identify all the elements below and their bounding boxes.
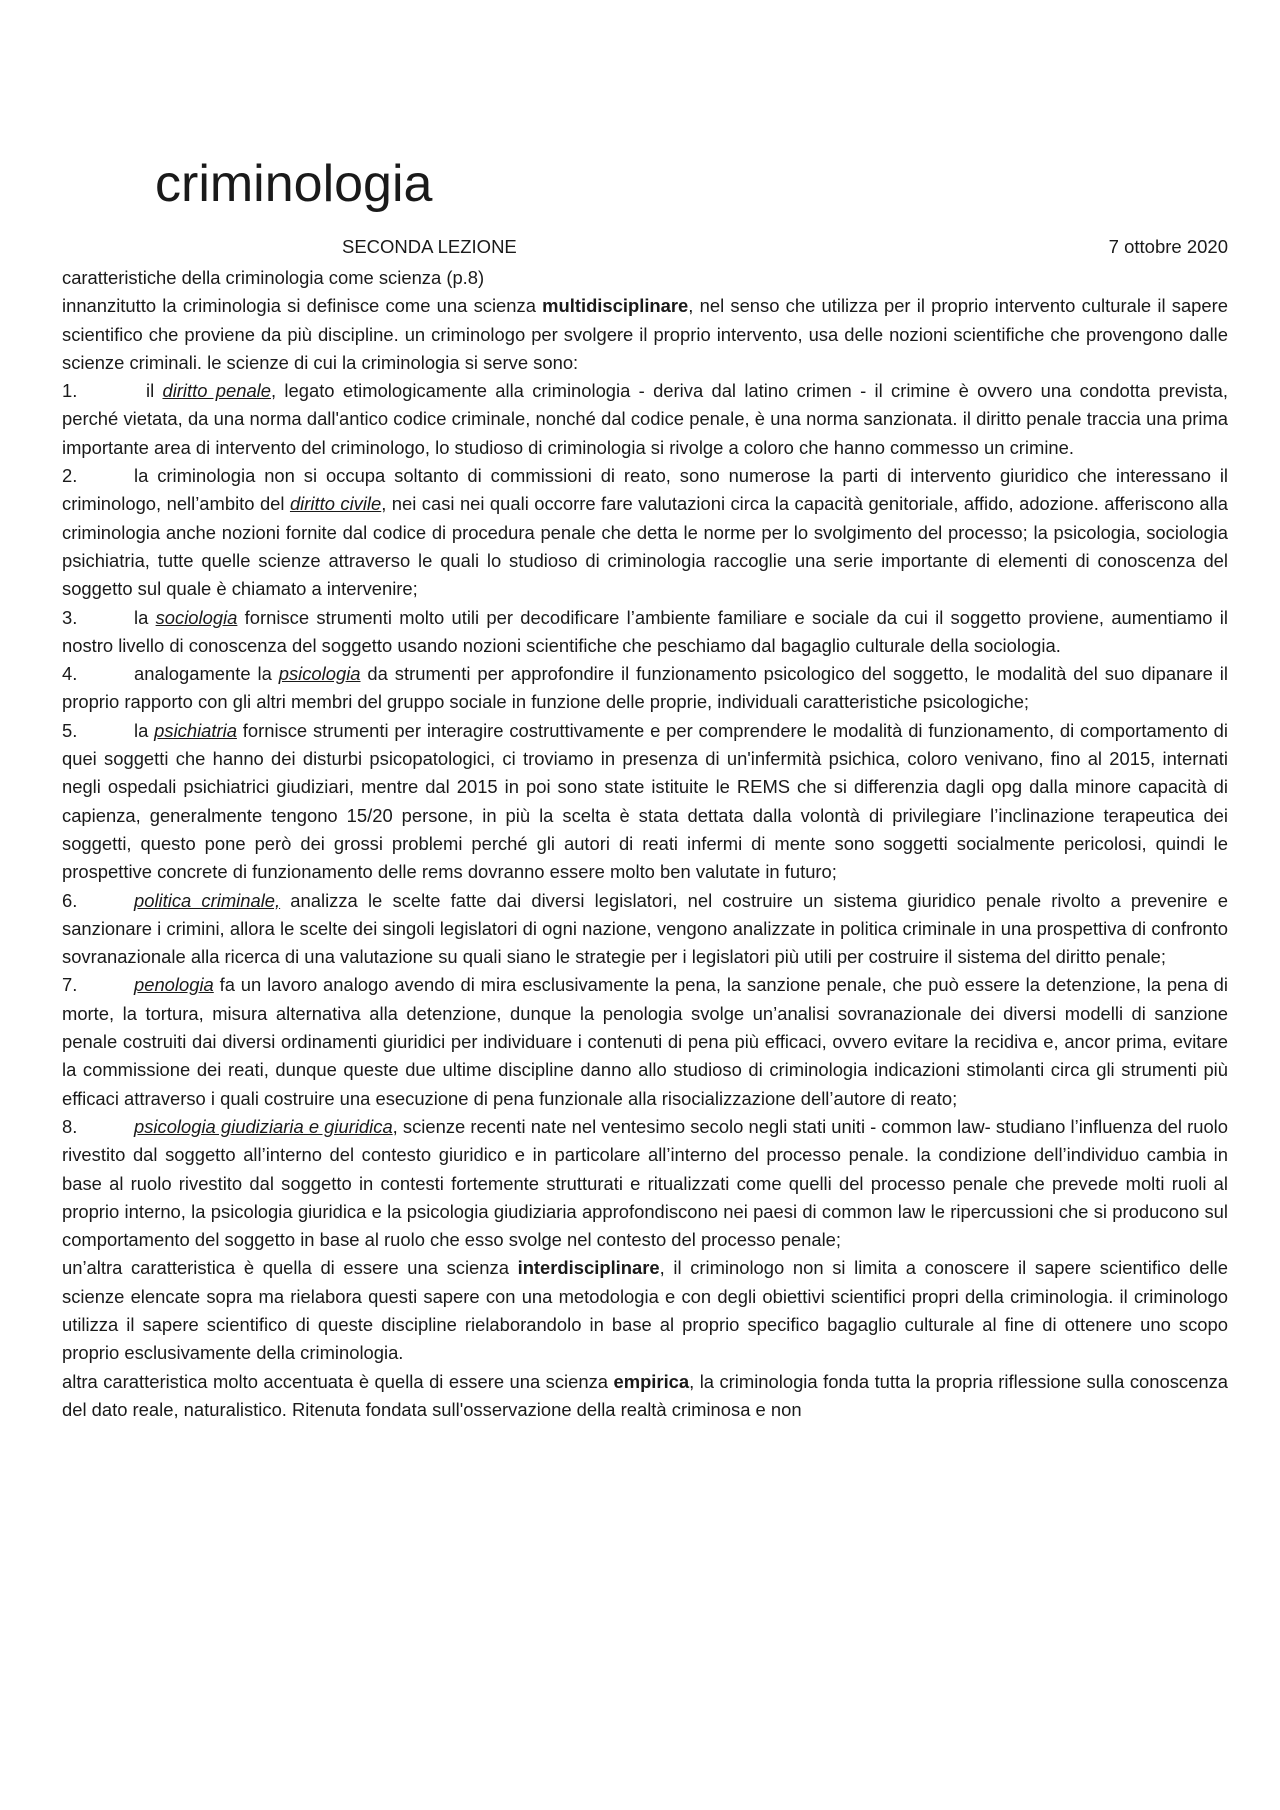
list-number: 4. [62,663,78,685]
section-subtitle: caratteristiche della criminologia come scienza (p.8) [62,267,485,288]
list-number: 6. [62,889,78,911]
lesson-label: SECONDA LEZIONE [342,236,517,257]
discipline-term: politica criminale, [134,889,281,911]
document-title: criminologia [155,155,433,213]
discipline-term: diritto penale [162,380,271,402]
list-number: 1. [62,380,78,402]
list-number: 2. [62,465,78,487]
discipline-term: penologia [134,974,214,996]
discipline-term: psicologia giudiziaria e giuridica [134,1115,393,1137]
keyword-multidisciplinare: multidisciplinare [542,295,689,317]
list-item: 8. psicologia giudiziaria e giuridica, scienze recenti nate nel ventesimo secolo negli stati uniti - common law- studiano l’influenza del ruolo rivestito dal soggetto all’interno del contesto giuridico e in particolare all’interno del processo penale. la condizione dell’individuo cambia in base al ruolo rivestito dal soggetto in contesti fortemente strutturati e ritualizzati come quelli del processo penale che prevede molti ruoli al proprio interno, la psicologia giuridica e la psicologia giudiziaria approfondiscono nei paesi di common law le ripercussioni che si producono sul comportamento del soggetto in base al ruolo che esso svolge nel contesto del processo penale; [62,1113,1228,1254]
keyword-empirica: empirica [613,1370,690,1392]
list-item: 5. la psichiatria fornisce strumenti per interagire costruttivamente e per comprendere le modalità di funzionamento, di comportamento di quei soggetti che hanno dei disturbi psicopatologici, ci troviamo in presenza di un'infermità psichica, coloro venivano, fino al 2015, internati negli ospedali psichiatrici giudiziari, mentre dal 2015 in poi sono state istituite le REMS che si differenzia dagli opg dalla minore capacità di capienza, generalmente tengono 15/20 persone, in più la scelta è stata dettata dalla volontà di privilegiare l’inclinazione terapeutica dei soggetti, questo pone però dei grossi problemi perché gli autori di reati infermi di mente sono soggetti socialmente pericolosi, quindi le prospettive concrete di funzionamento delle rems dovranno essere molto ben valutate in futuro; [62,717,1228,887]
lesson-date: 7 ottobre 2020 [1108,236,1228,257]
discipline-term: diritto civile [289,493,382,515]
keyword-interdisciplinare: interdisciplinare [517,1257,660,1279]
list-item: 7. penologia fa un lavoro analogo avendo di mira esclusivamente la pena, la sanzione penale, che può essere la detenzione, la pena di morte, la tortura, misura alternativa alla detenzione, dunque la penologia svolge un’analisi sovranazionale dei diversi modelli di sanzione penale costruiti dai diversi ordinamenti giuridici per individuare i contenuti di pena più efficaci, ovvero evitare la recidiva e, ancor prima, evitare la commissione dei reati, dunque queste due ultime discipline danno allo studioso di criminologia indicazioni stimolanti circa gli strumenti più efficaci attraverso i quali costruire una esecuzione di pena funzionale alla risocializzazione dell’autore di reato; [62,971,1228,1112]
discipline-term: psichiatria [154,719,237,741]
discipline-term: sociologia [155,606,238,628]
list-item: 3. la sociologia fornisce strumenti molto utili per decodificare l’ambiente familiare e sociale da cui il soggetto proviene, aumentiamo il nostro livello di conoscenza del soggetto usando nozioni scientifiche che peschiamo dal bagaglio culturale della sociologia. [62,604,1228,661]
list-number: 5. [62,719,78,741]
empirical-paragraph: altra caratteristica molto accentuata è quella di essere una scienza empirica, la criminologia fonda tutta la propria riflessione sulla conoscenza del dato reale, naturalistico. Ritenuta fondata sull'osservazione della realtà criminosa e non [62,1370,1228,1420]
list-number: 7. [62,974,78,996]
list-item: 6. politica criminale, analizza le scelte fatte dai diversi legislatori, nel costruire un sistema giuridico penale rivolto a prevenire e sanzionare i crimini, allora le scelte dei singoli legislatori di ogni nazione, vengono analizzate in politica criminale in una prospettiva di confronto sovranazionale alla ricerca di una valutazione su quali siano le strategie per i legislatori più utili per costruire il sistema del diritto penale; [62,887,1228,972]
list-number: 8. [62,1115,78,1137]
interdisciplinary-paragraph: un’altra caratteristica è quella di essere una scienza interdisciplinare, il criminologo non si limita a conoscere il sapere scientifico delle scienze elencate sopra ma rielabora questi sapere con una metodologia e con degli obiettivi scientifici propri della criminologia. il criminologo utilizza il sapere scientifico di queste discipline rielaborandolo in base al proprio specifico bagaglio culturale al fine di ottenere uno scopo proprio esclusivamente della criminologia. [62,1257,1228,1364]
intro-paragraph: innanzitutto la criminologia si definisce come una scienza multidisciplinare, nel senso che utilizza per il proprio intervento culturale il sapere scientifico che proviene da più discipline. un criminologo per svolgere il proprio intervento, usa delle nozioni scientifiche che provengono dalle scienze criminali. le scienze di cui la criminologia si serve sono: [62,295,1228,373]
discipline-term: psicologia [278,663,361,685]
list-item: 2. la criminologia non si occupa soltanto di commissioni di reato, sono numerose la parti di intervento giuridico che interessano il criminologo, nell’ambito del diritto civile, nei casi nei quali occorre fare valutazioni circa la capacità genitoriale, affido, adozione. afferiscono alla criminologia anche nozioni fornite dal codice di procedura penale che detta le norme per lo svolgimento del processo; la psicologia, sociologia psichiatria, tutte quelle scienze attraverso le quali lo studioso di criminologia raccoglie una serie importante di elementi di conoscenza del soggetto sul quale è chiamato a intervenire; [62,462,1228,603]
list-item: 1. il diritto penale, legato etimologicamente alla criminologia - deriva dal latino crimen - il crimine è ovvero una condotta prevista, perché vietata, da una norma dall'antico codice criminale, nonché dal codice penale, è una norma sanzionata. il diritto penale traccia una prima importante area di intervento del criminologo, lo studioso di criminologia si rivolge a coloro che hanno commesso un crimine. [62,377,1228,462]
list-item: 4. analogamente la psicologia da strumenti per approfondire il funzionamento psicologico del soggetto, le modalità del suo dipanare il proprio rapporto con gli altri membri del gruppo sociale in funzione delle proprie, individuali caratteristiche psicologiche; [62,660,1228,717]
list-number: 3. [62,606,78,628]
document-body [62,264,1228,1424]
